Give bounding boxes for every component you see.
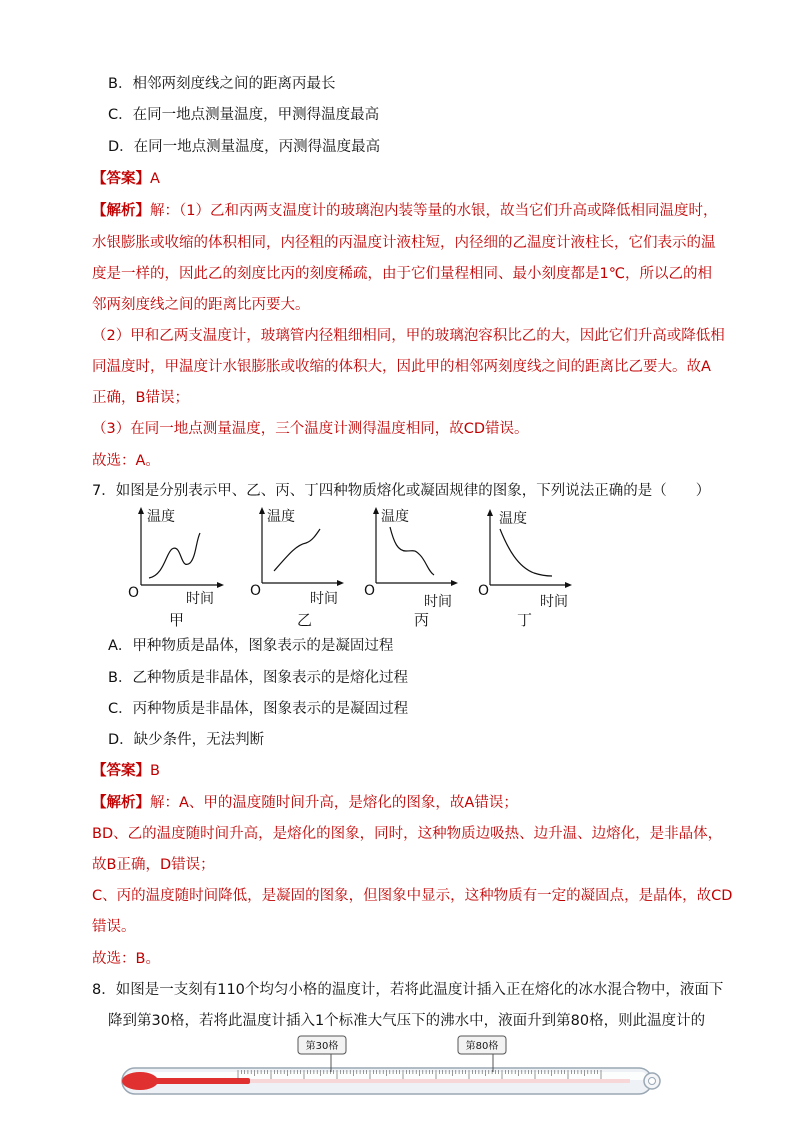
thermometer-figure (118, 1034, 666, 1104)
graph-ding (478, 505, 590, 613)
q7-analysis-line-4: C、丙的温度随时间降低，是凝固的图象，但图象中显示，这种物质有一定的凝固点，是晶体，故CD (92, 888, 733, 904)
q6-option-c: C．在同一地点测量温度，甲测得温度最高 (108, 107, 380, 123)
label-80 (458, 1036, 506, 1072)
q7-analysis-line-1 (92, 793, 518, 813)
q6-analysis-line-6: 同温度时，甲温度计水银膨胀或收缩的体积大，因此甲的相邻两刻度线之间的距离比乙要大。故A (92, 359, 711, 375)
q7-analysis-line-5: 错误。 (92, 919, 136, 935)
xlabel: 时间 (186, 591, 214, 607)
q6-analysis-line-3: 度是一样的，因此乙的刻度比丙的刻度稀疏，由于它们量程相同、最小刻度都是1℃，所以乙的相 (92, 266, 713, 282)
q6-analysis-line-4: 邻两刻度线之间的距离比丙要大。 (92, 297, 310, 313)
q7-option-c: C．丙种物质是非晶体，图象表示的是凝固过程 (108, 701, 409, 717)
q7-option-d: D．缺少条件，无法判断 (108, 732, 265, 748)
ylabel: 温度 (147, 509, 175, 525)
origin: O (478, 583, 490, 599)
answer-tag: 【答案】 (92, 171, 150, 187)
q7-analysis-text: 解：A、甲的温度随时间升高，是熔化的图象，故A错误； (150, 795, 518, 811)
q6-option-d: D．在同一地点测量温度，丙测得温度最高 (108, 139, 381, 155)
q7-option-b: B．乙种物质是非晶体，图象表示的是熔化过程 (108, 670, 408, 686)
origin: O (250, 583, 262, 599)
xlabel: 时间 (540, 594, 568, 610)
ylabel: 温度 (381, 509, 409, 525)
thermo-label-30: 第30格 (305, 1041, 339, 1052)
q7-analysis-line-2: BD、乙的温度随时间升高，是熔化的图象，同时，这种物质边吸热、边升温、边熔化，是非晶体， (92, 826, 723, 842)
answer-tag: 【答案】 (92, 763, 150, 779)
q6-answer-value: A (150, 171, 160, 187)
ylabel: 温度 (499, 511, 527, 527)
graph-name-ding: 丁 (517, 611, 533, 629)
q7-choose: 故选：B。 (92, 951, 160, 967)
q7-analysis-line-3: 故B正确，D错误； (92, 857, 215, 873)
q6-analysis-line-1 (92, 201, 717, 221)
q6-analysis-line-7: 正确，B错误； (92, 390, 189, 406)
xlabel: 时间 (424, 594, 452, 610)
thermo-label-80: 第80格 (465, 1041, 499, 1052)
graph-name-jia: 甲 (169, 611, 185, 629)
q6-analysis-text: 解：（1）乙和丙两支温度计的玻璃泡内装等量的水银，故当它们升高或降低相同温度时， (150, 203, 718, 219)
xlabel: 时间 (310, 591, 338, 607)
origin: O (364, 583, 376, 599)
label-30 (298, 1036, 346, 1072)
graph-name-yi: 乙 (297, 611, 313, 629)
q6-choose: 故选：A。 (92, 453, 160, 469)
q7-option-a: A．甲种物质是晶体，图象表示的是凝固过程 (108, 638, 394, 654)
ylabel: 温度 (267, 509, 295, 525)
q6-option-b: B．相邻两刻度线之间的距离丙最长 (108, 76, 336, 92)
q6-analysis-line-8: （3）在同一地点测量温度，三个温度计测得温度相同，故CD错误。 (92, 421, 529, 437)
analysis-tag: 【解析】 (92, 203, 150, 219)
q6-analysis-line-2: 水银膨胀或收缩的体积相同，内径粗的丙温度计液柱短，内径细的乙温度计液柱长，它们表示的温 (92, 235, 716, 251)
q7-answer-value: B (150, 763, 160, 779)
graph-bing (364, 505, 476, 613)
graph-yi (250, 505, 362, 607)
q6-answer-line (92, 169, 160, 189)
analysis-tag: 【解析】 (92, 795, 150, 811)
q7-stem: 7．如图是分别表示甲、乙、丙、丁四种物质熔化或凝固规律的图象，下列说法正确的是（ ） (92, 483, 711, 499)
q8-stem-line-2: 降到第30格，若将此温度计插入1个标准大气压下的沸水中，液面升到第80格，则此温度计的 (108, 1013, 706, 1029)
graph-name-bing: 丙 (414, 611, 430, 629)
q7-answer-line (92, 761, 160, 781)
q8-stem-line-1: 8．如图是一支刻有110个均匀小格的温度计，若将此温度计插入正在熔化的冰水混合物中，液面下 (92, 982, 724, 998)
graph-jia (124, 505, 236, 607)
q6-analysis-line-5: （2）甲和乙两支温度计，玻璃管内径粗细相同，甲的玻璃泡容积比乙的大，因此它们升高或降低相 (92, 328, 725, 344)
origin: O (128, 585, 140, 601)
